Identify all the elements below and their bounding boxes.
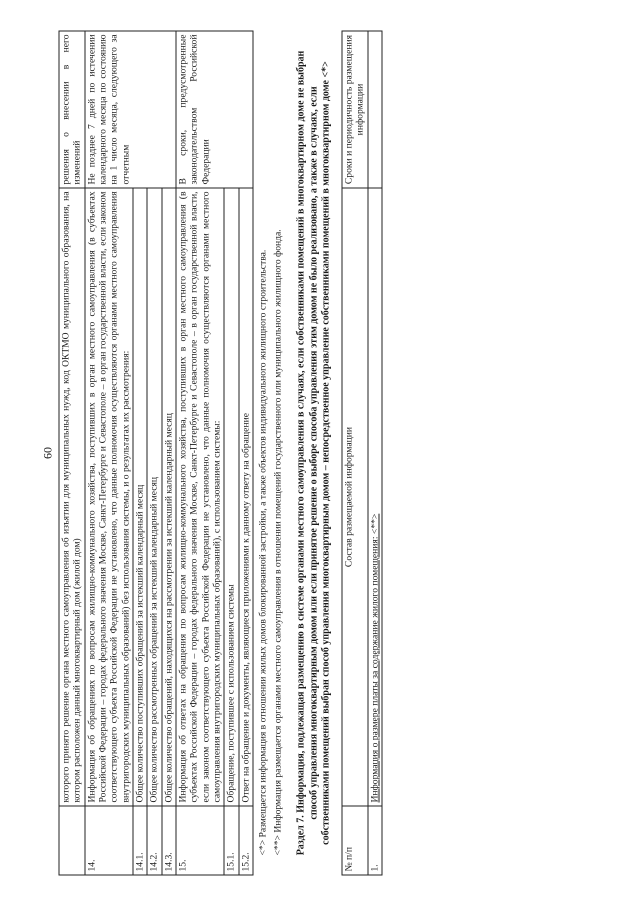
table-cell-num: 14.3. (161, 806, 175, 875)
table-cell-text: Ответ на обращение и документы, являющиеся приложениями к данному ответу на обращение (238, 188, 252, 806)
table-cell-text: Общее количество поступивших обращений за истекший календарный месяц (133, 188, 147, 806)
table-cell-text: Информация о размере платы за содержание жилого помещения: <**> (367, 188, 381, 806)
header-term: Сроки и периодичность размещения информации (341, 31, 367, 188)
table-cell-text: Информация об ответах на обращения по вопросам жилищно-коммунального хозяйства, поступивших в орган местного самоуправления (в субъектах Российской Федерации – городах федерального значения Москве, Санкт-Петербурге и Севастополе – в орган государственной власти, если законом соответствующего субъекта Российской Федерации не установлено, что данные полномочия осуществляются органами местного самоуправления внутригородских муниципальных образований), с использованием системы: (175, 188, 223, 806)
page-number: 60 (40, 446, 54, 459)
table-header-row (341, 31, 367, 875)
footnote-1: <*> Размещается информация в отношении жилых домов блокированной застройки, а также объектов индивидуального жилищного строительства. (256, 249, 268, 855)
table-row (84, 31, 132, 875)
footnote-2: <**> Информация размещается органами местного самоуправления в отношении помещений государственного или муниципального жилищного фонда. (272, 228, 284, 855)
header-num: № п/п (341, 806, 367, 875)
table-cell-text: Общее количество обращений, находящихся на рассмотрении за истекший календарный месяц (161, 188, 175, 806)
table-cell-num (59, 806, 85, 875)
table-cell-term (367, 31, 381, 188)
table-cell-term: В сроки, предусмотренные законодательством Российской Федерации (175, 31, 252, 188)
header-content: Состав размещаемой информации (341, 188, 367, 806)
rotated-document-page (40, 30, 600, 875)
table-cell-num: 15.1. (224, 806, 238, 875)
table-cell-text: Общее количество рассмотренных обращений за истекший календарный месяц (147, 188, 161, 806)
table-cell-text: Информация об обращениях по вопросам жилищно-коммунального хозяйства, поступивших в орган местного самоуправления (в субъектах Российской Федерации – городах федерального значения Москве, Санкт-Петербурге и Севастополе – в орган государственной власти, если законом соответствующего субъекта Российской Федерации не установлено, что данные полномочия осуществляются органами местного самоуправления внутригородских муниципальных образований) без использования системы, и о результатах их рассмотрения: (84, 188, 132, 806)
section-7-table (341, 30, 382, 875)
information-table (58, 30, 253, 875)
table-cell-term: решения о внесении в него изменений (59, 31, 85, 188)
table-cell-term: Не позднее 7 дней по истечении календарного месяца по состоянию на 1 число месяца, следующего за отчетным (84, 31, 175, 188)
table-cell-num: 14.1. (133, 806, 147, 875)
table-cell-text: которого принято решение органа местного самоуправления об изъятии для муниципальных нужд, код ОКТМО муниципального образования, на котором расположен данный многоквартирный дом (жилой дом) (59, 188, 85, 806)
table-cell-num: 1. (367, 806, 381, 875)
table-cell-num: 15. (175, 806, 223, 875)
table-cell-num: 14.2. (147, 806, 161, 875)
table-row (59, 31, 85, 875)
table-cell-num: 14. (84, 806, 132, 875)
table-row (367, 31, 381, 875)
table-cell-text: Обращение, поступившее с использованием системы (224, 188, 238, 806)
table-cell-num: 15.2. (238, 806, 252, 875)
table-row (175, 31, 223, 875)
section-7-title: Раздел 7. Информация, подлежащая размещению в системе органами местного самоуправления в случаях, если собственниками помещений в многоквартирном доме не выбран способ управления многоквартирным домом или если принятое решение о выборе способа управления этим домом не было реализовано, а также в случаях, если собственниками помещений выбран способ управления многоквартирным домом – непосредственное управление собственниками помещений в многоквартирном доме <*> (295, 50, 332, 855)
